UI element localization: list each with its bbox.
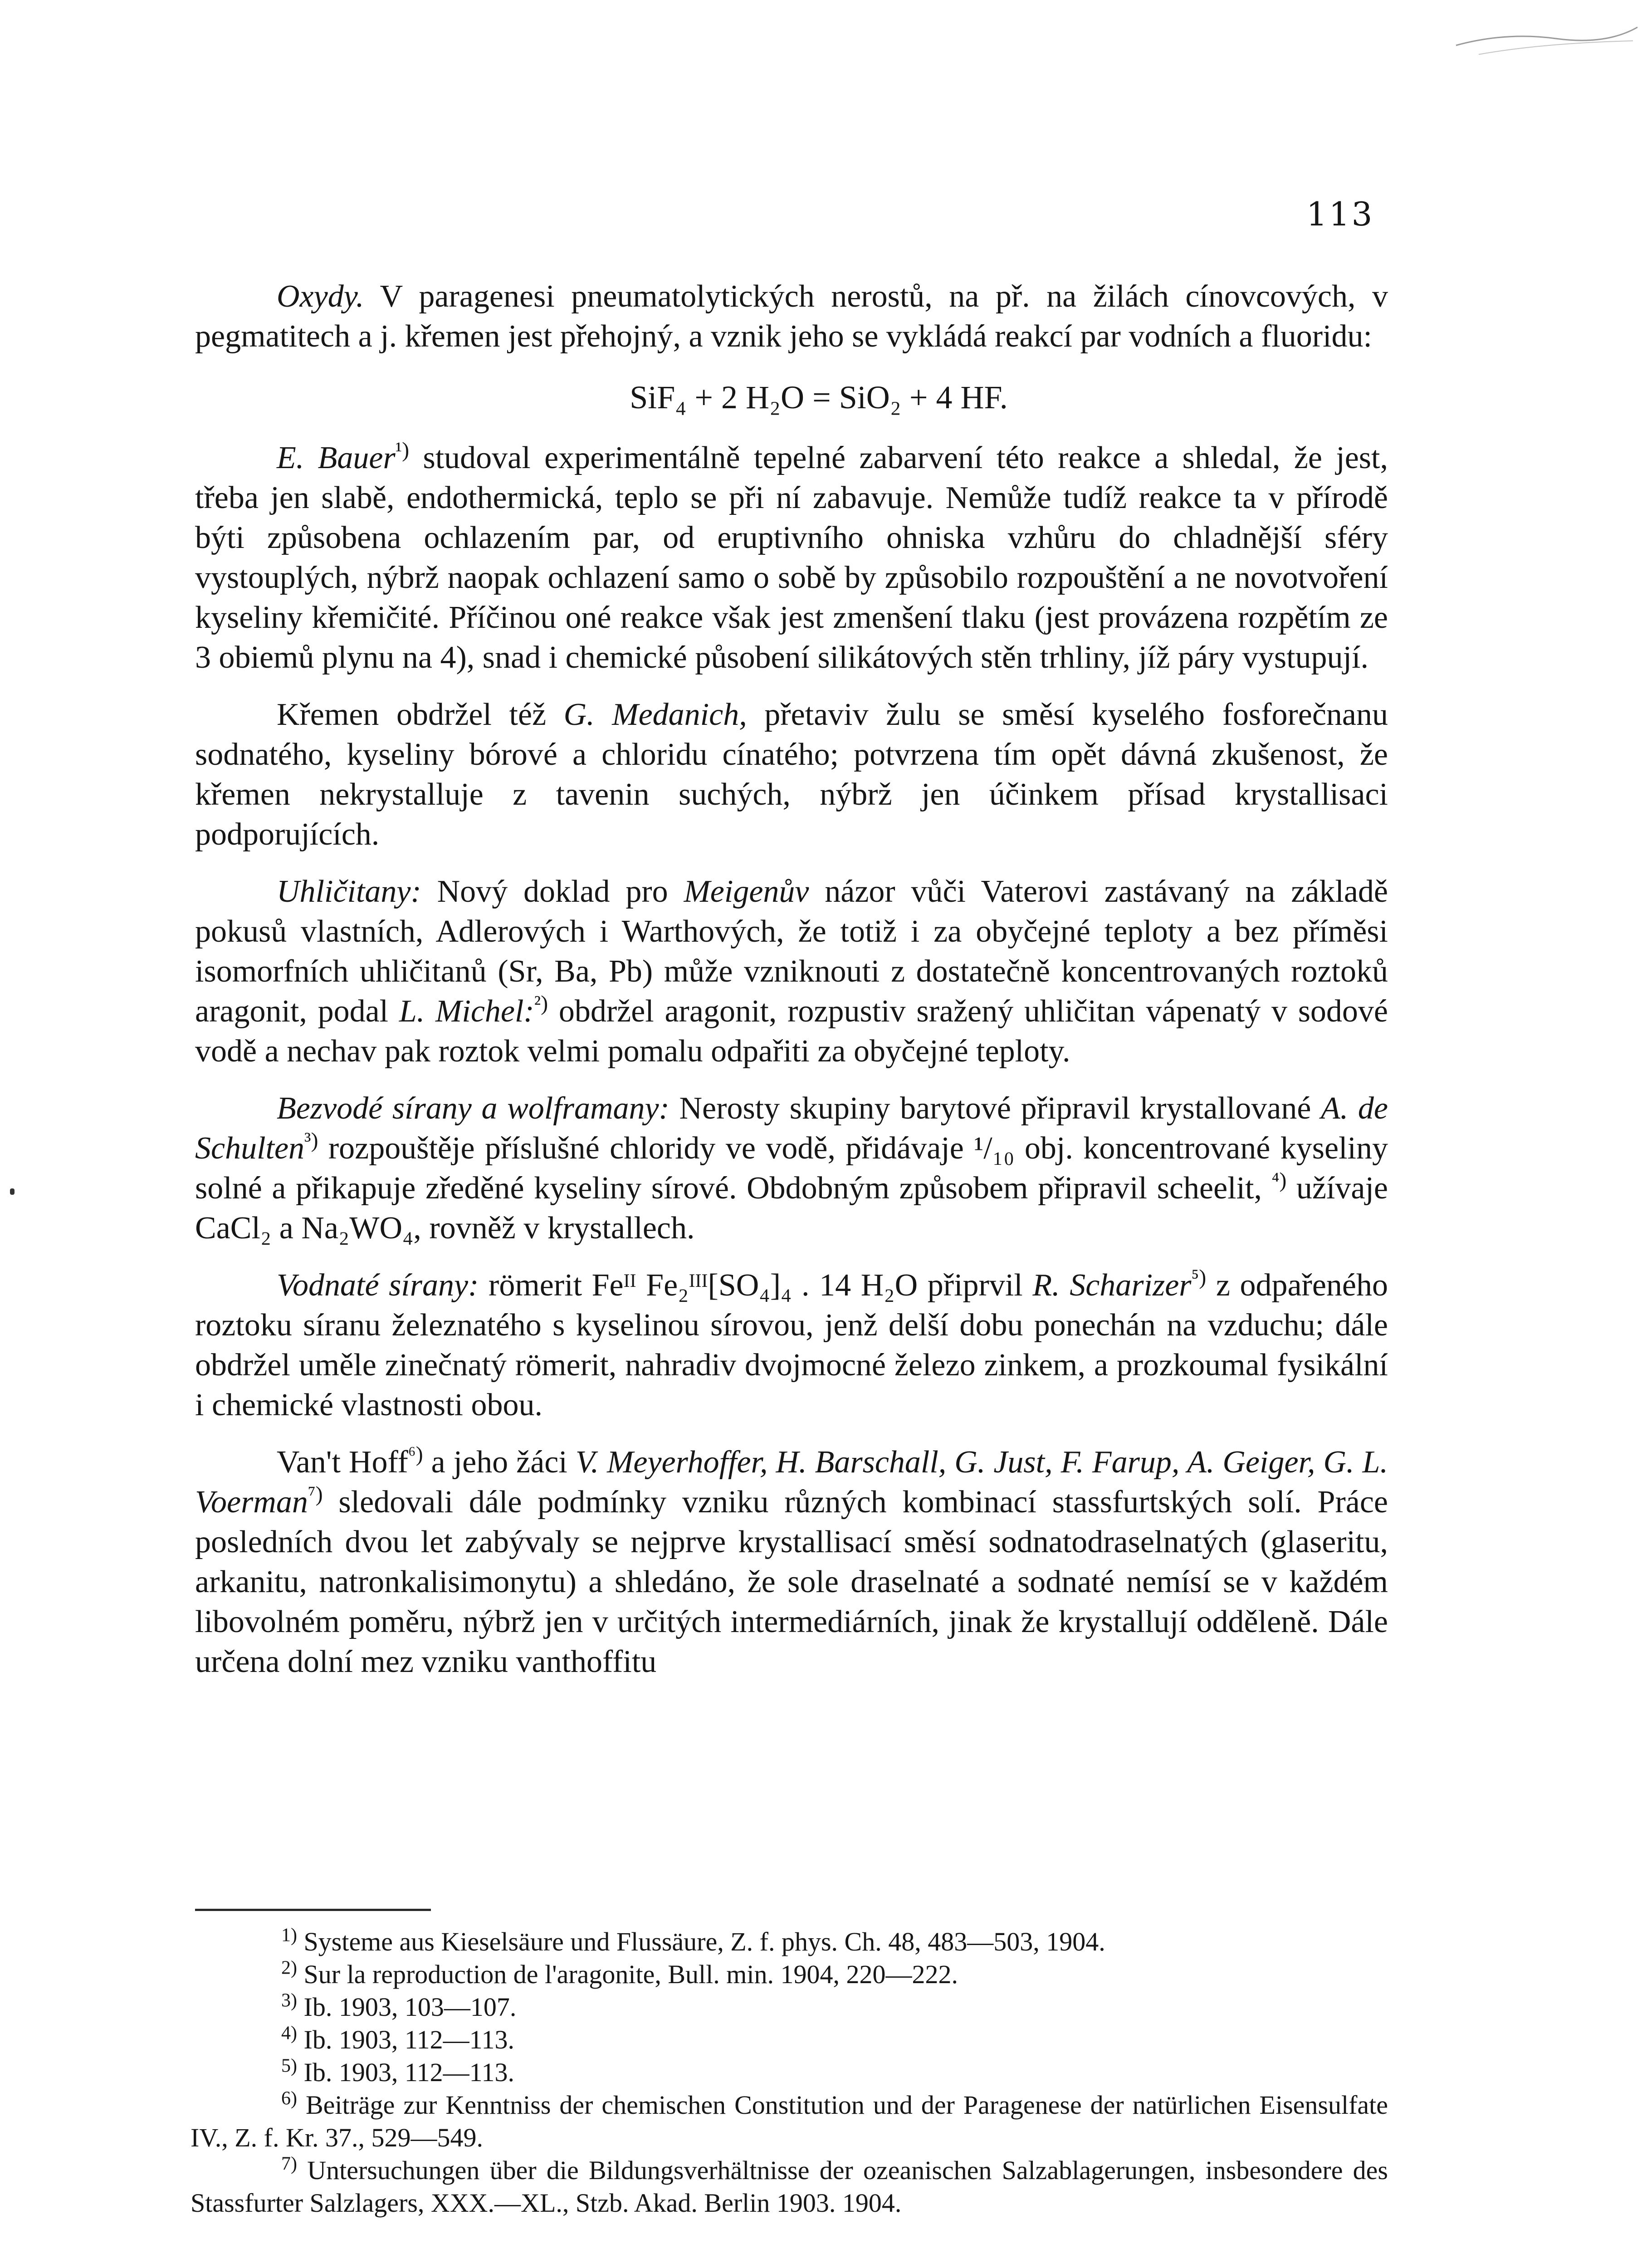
- footnote: [191, 2056, 1388, 2089]
- paragraph-text: obdržel aragonit, rozpustiv sražený uhličitan vápenatý v sodové vodě a nechav pak roztok velmi pomalu odpařiti za obyčejné teploty.: [195, 994, 1388, 1069]
- paragraph-text: studoval experimentálně tepelné zabarvení této reakce a shledal, že jest, třeba jen slabě, endothermická, teplo se při ní zabavuje. Nemůže tudíž reakce ta v přírodě býti způsobena ochlazením par, od eruptivního ohniska vzhůru do chladnější sféry vystouplých, nýbrž naopak ochlazení samo o sobě by způsobilo rozpouštění a ne novotvoření kyseliny křemičité. Příčinou oné reakce však jest zmenšení tlaku (jest provázena rozpětím ze 3 obiemů plynu na 4), snad i chemické působení silikátových stěn trhliny, jíž páry vystupují.: [195, 440, 1388, 675]
- section-lead: Uhličitany:: [277, 874, 421, 909]
- footnote-text: Sur la reproduction de l'aragonite, Bull. min. 1904, 220—222.: [303, 1960, 958, 1989]
- footnotes: [191, 1926, 1388, 2219]
- footnote-text: Ib. 1903, 103—107.: [303, 1992, 517, 2022]
- paragraph-text: a jeho žáci: [423, 1445, 576, 1480]
- footnote-mark: 4): [281, 2023, 297, 2044]
- paragraph-uhlicitany: [195, 872, 1388, 1071]
- footnote-text: Untersuchungen über die Bildungsverhältnisse der ozeanischen Salzablagerungen, insbesondere des Stassfurter Salzlagers, XXX.—XL., Stzb. Akad. Berlin 1903. 1904.: [191, 2156, 1388, 2218]
- paragraph-vodnate: [195, 1266, 1388, 1425]
- footnote-mark: 1): [281, 1925, 297, 1946]
- author-name: R. Scharizer: [1032, 1268, 1192, 1303]
- footnote-mark: 7): [281, 2153, 297, 2175]
- margin-dot: [10, 1188, 15, 1195]
- page-number: 113: [1306, 195, 1374, 233]
- main-text: [195, 277, 1388, 1699]
- paragraph-bauer: [195, 438, 1388, 678]
- paragraph-text: z odpařeného roztoku síranu železnatého s kyselinou sírovou, jenž delší dobu ponechán na vzduchu; dále obdržel uměle zinečnatý römerit, nahradiv dvojmocné železo zinkem, a prozkoumal fysikální i chemické vlastnosti obou.: [195, 1268, 1388, 1422]
- section-lead: Bezvodé sírany a wolframany:: [277, 1091, 670, 1126]
- author-name: V. Meyerhoffer, H. Barschall, G. Just, F. Farup, A. Geiger, G. L. Voerman: [195, 1445, 1388, 1520]
- author-name: G. Medanich,: [563, 697, 747, 732]
- footnote-ref: ³): [304, 1128, 318, 1153]
- footnote: [191, 1926, 1388, 1958]
- author-name: E. Bauer: [277, 440, 396, 475]
- paragraph-text: názor vůči Vaterovi zastávaný na základě pokusů vlastních, Adlerových i Warthových, že totiž i za obyčejné teploty a bez příměsi isomorfních uhličitanů (Sr, Ba, Pb) může vzniknouti z dostatečně koncentrovaných roztoků aragonit, podal: [195, 874, 1388, 1029]
- footnote-mark: 5): [281, 2055, 297, 2077]
- footnote-divider: [195, 1909, 431, 1911]
- paragraph-text: rozpouštěje příslušné chloridy ve vodě, přidávaje ¹/₁₀ obj. koncentrované kyseliny solné a přikapuje zředěné kyseliny sírové. Obdobným způsobem připravil scheelit,: [195, 1131, 1388, 1206]
- footnote: [191, 1958, 1388, 1991]
- paragraph-text: Nový doklad pro: [421, 874, 684, 909]
- footnote-ref: ¹): [395, 438, 410, 462]
- footnote-ref: ⁴): [1271, 1168, 1287, 1193]
- author-name: L. Michel:: [399, 994, 534, 1029]
- paragraph-text: römerit Feᴵᴵ Fe₂ᴵᴵᴵ[SO₄]₄ . 14 H₂O připrvil: [479, 1268, 1033, 1303]
- paragraph-text: sledovali dále podmínky vzniku různých kombinací stassfurtských solí. Práce posledních dvou let zabývaly se nejprve krystallisací směsí sodnatodraselnatých (glaseritu, arkanitu, natronkalisimonytu) a shledáno, že sole draselnaté a sodnaté nemísí se v každém libovolném poměru, nýbrž jen v určitých intermediárních, jinak že krystallují odděleně. Dále určena dolní mez vzniku vanthoffitu: [195, 1485, 1388, 1679]
- footnote-ref: ⁶): [408, 1442, 423, 1466]
- footnote: [191, 2089, 1388, 2154]
- paragraph-vanthoff: [195, 1442, 1388, 1682]
- footnote-mark: 2): [281, 1957, 297, 1979]
- paragraph-text: V paragenesi pneumatolytických nerostů, na př. na žilách cínovcových, v pegmatitech a j. křemen jest přehojný, a vznik jeho se vykládá reakcí par vodních a fluoridu:: [195, 279, 1388, 354]
- footnote-ref: ²): [534, 991, 548, 1016]
- section-lead: Oxydy.: [277, 279, 364, 314]
- footnote-ref: ⁷): [308, 1482, 323, 1506]
- author-name: A. de Schulten: [195, 1091, 1388, 1166]
- section-lead: Vodnaté sírany:: [277, 1268, 479, 1303]
- footnote-text: Beiträge zur Kenntniss der chemischen Constitution und der Paragenese der natürlichen Eisensulfate IV., Z. f. Kr. 37., 529—549.: [191, 2090, 1388, 2152]
- footnote-text: Systeme aus Kieselsäure und Flussäure, Z. f. phys. Ch. 48, 483—503, 1904.: [303, 1927, 1105, 1956]
- footnote-text: Ib. 1903, 112—113.: [303, 2058, 515, 2087]
- author-name: Meigenův: [684, 874, 809, 909]
- footnote: [191, 1991, 1388, 2024]
- footnote: [191, 2024, 1388, 2056]
- footnote: [191, 2154, 1388, 2219]
- paragraph-text: Křemen obdržel též: [277, 697, 564, 732]
- equation: SiF₄ + 2 H₂O = SiO₂ + 4 HF.: [630, 379, 1008, 415]
- paragraph-text: Nerosty skupiny barytové připravil krystallované: [669, 1091, 1321, 1126]
- paragraph-text: užívaje CaCl₂ a Na₂WO₄, rovněž v krystallech.: [195, 1171, 1388, 1246]
- footnote-ref: ⁵): [1191, 1265, 1207, 1290]
- footnote-mark: 3): [281, 1990, 297, 2011]
- paragraph-text: přetaviv žulu se směsí kyselého fosforečnanu sodnatého, kyseliny bórové a chloridu cínatého; potvrzena tím opět dávná zkušenost, že křemen nekrystalluje z tavenin suchých, nýbrž jen účinkem přísad krystallisaci podporujících.: [195, 697, 1388, 852]
- scan-artifact: [1451, 18, 1642, 59]
- footnote-text: Ib. 1903, 112—113.: [303, 2025, 515, 2054]
- paragraph-oxydy: [195, 277, 1388, 357]
- paragraph-text: Van't Hoff: [277, 1445, 408, 1480]
- footnote-mark: 6): [281, 2088, 297, 2109]
- paragraph-medanich: [195, 695, 1388, 855]
- paragraph-bezvode: [195, 1089, 1388, 1248]
